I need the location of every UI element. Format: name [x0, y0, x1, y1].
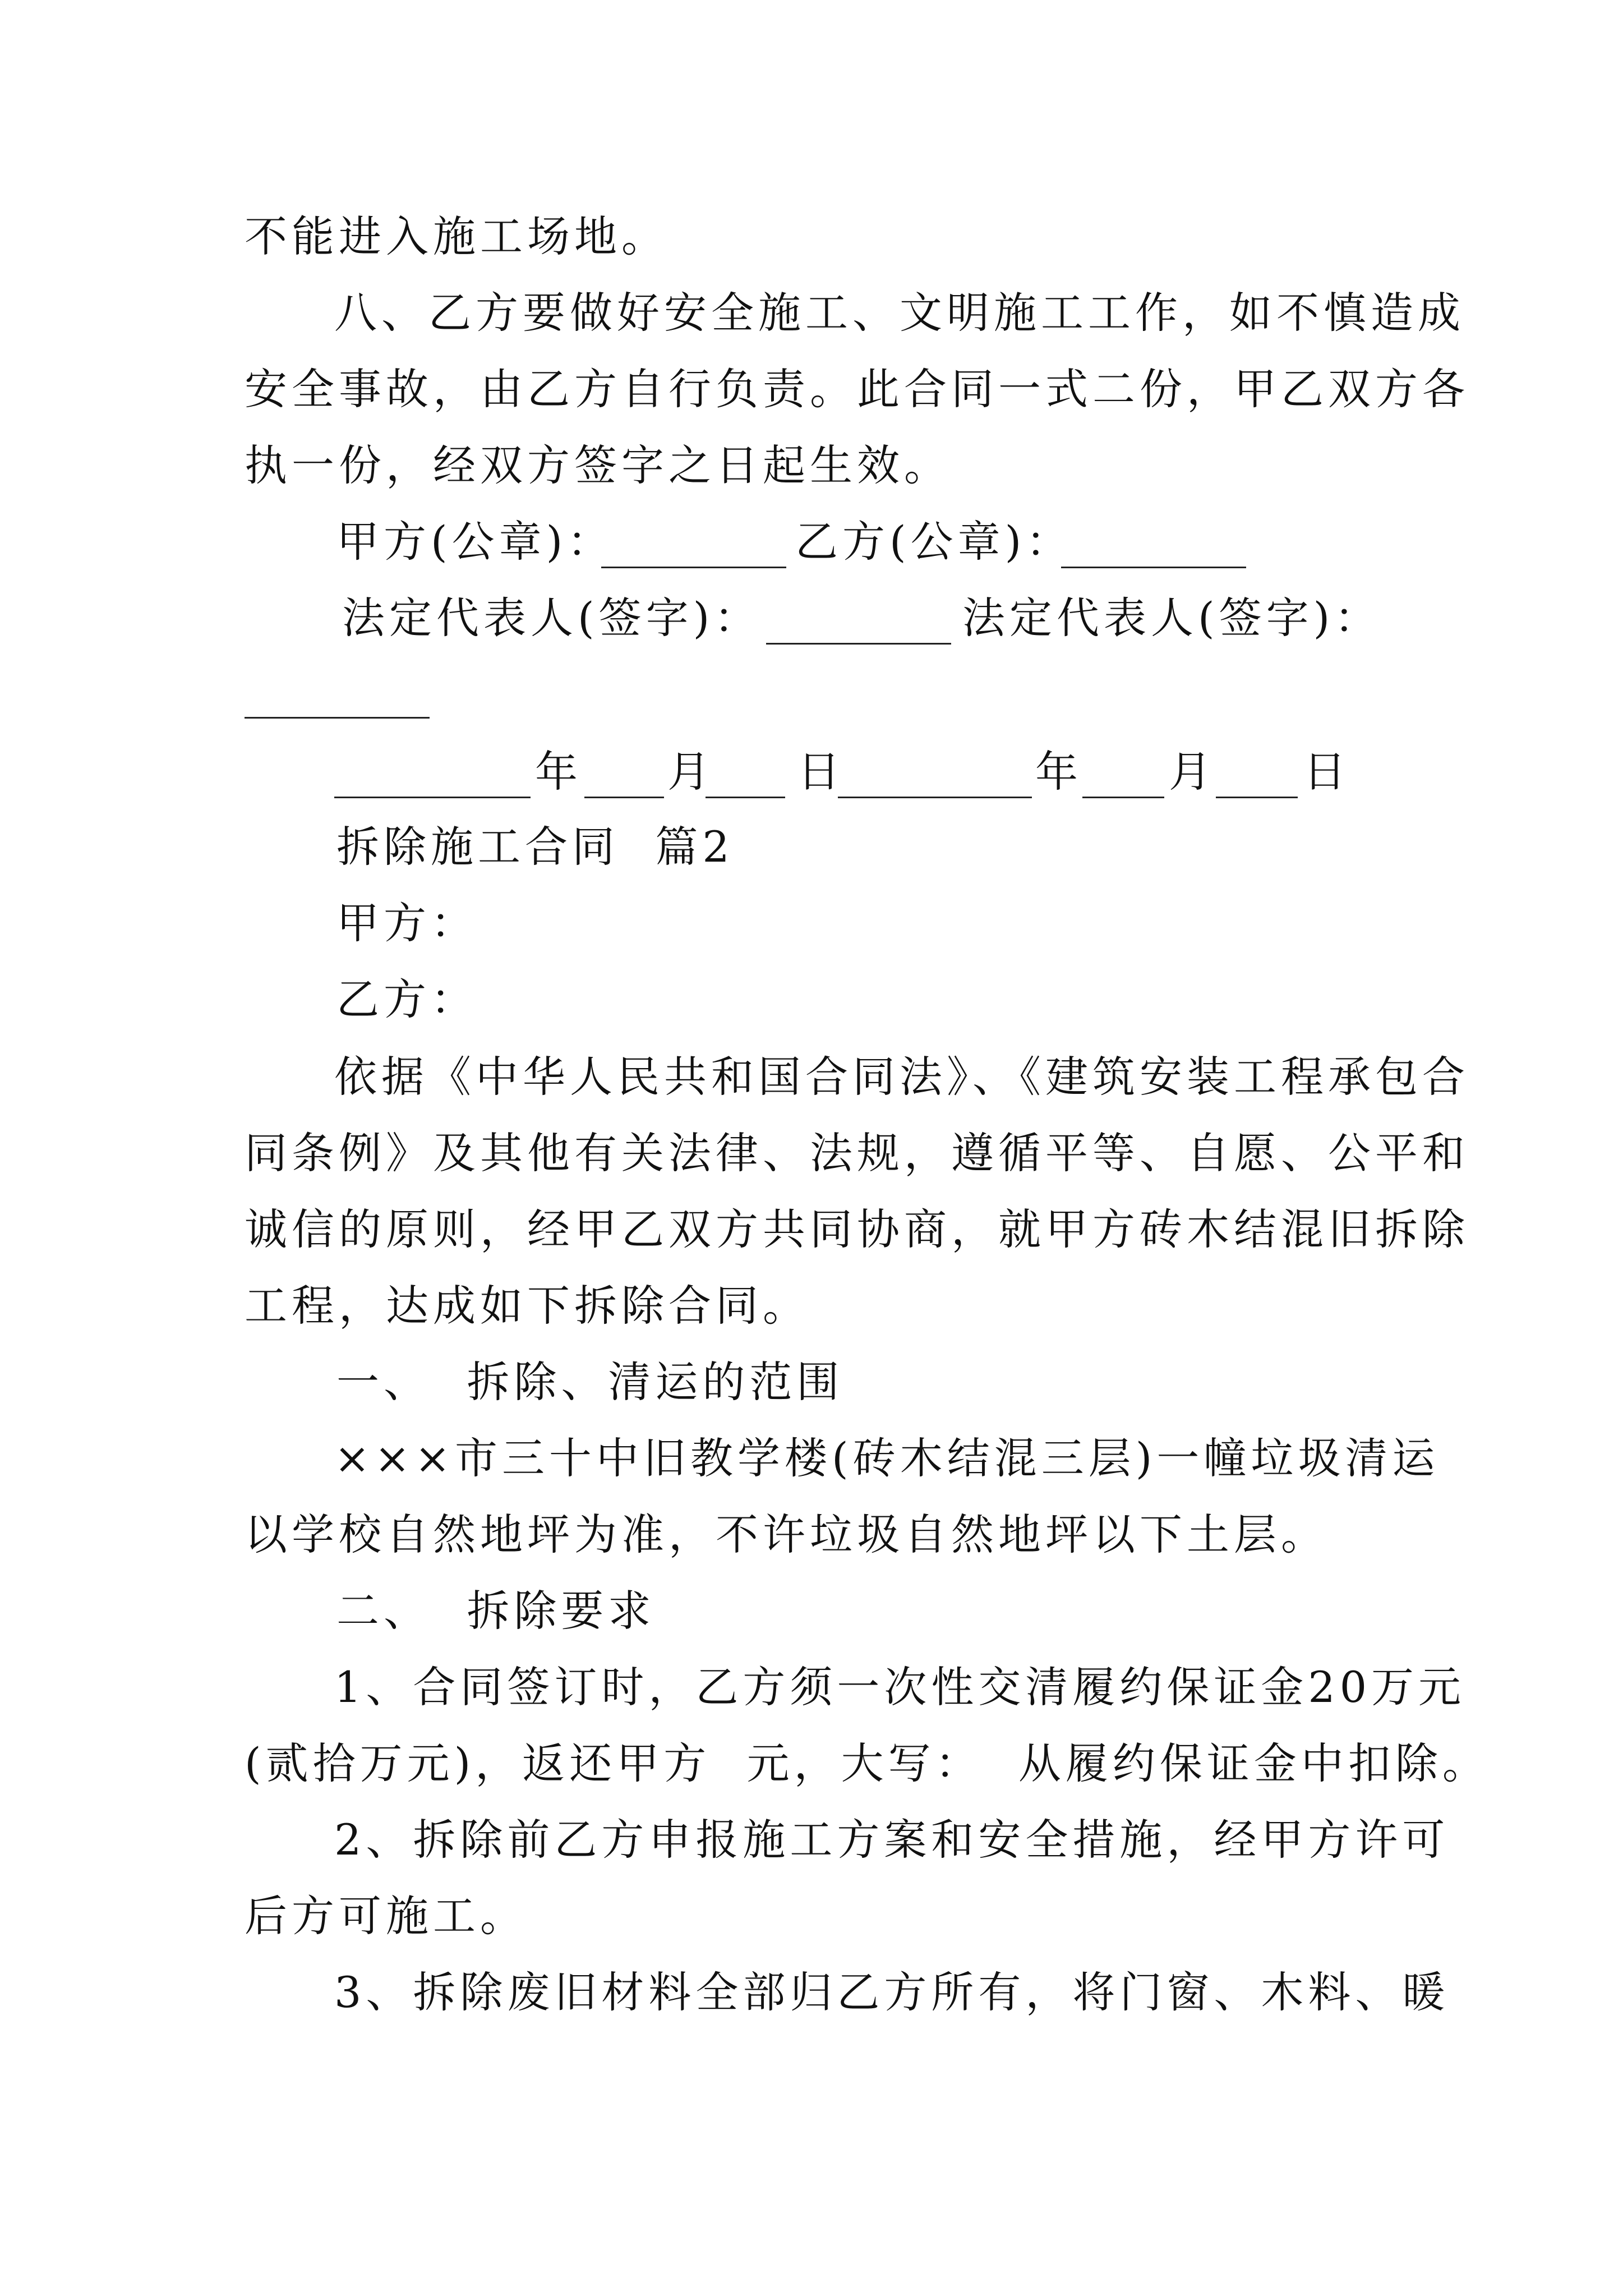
intro-line-1: 依据《中华人民共和国合同法》、《建筑安装工程承包合 — [334, 1052, 1469, 1102]
date-a-day-label: 日 — [797, 747, 845, 797]
date-a-year-blank — [334, 797, 531, 798]
legal-rep-a-blank — [766, 643, 951, 645]
legal-rep-a-label: 法定代表人(签字)： — [342, 593, 762, 643]
legal-rep-b-label: 法定代表人(签字)： — [962, 593, 1382, 643]
date-a-month-label: 月 — [667, 747, 714, 797]
item-1-line-1: 1、合同签订时，乙方须一次性交清履约保证金20万元 — [334, 1662, 1466, 1712]
party-a-seal-label: 甲方(公章)： — [336, 517, 615, 567]
party-a-label: 甲方： — [336, 898, 478, 948]
date-b-month-label: 月 — [1169, 747, 1216, 797]
section-1-line-1: ×××市三十中旧教学楼(砖木结混三层)一幢垃圾清运 — [334, 1433, 1440, 1483]
date-b-day-label: 日 — [1303, 747, 1350, 797]
date-a-month-blank — [584, 797, 664, 798]
item-3-line-1: 3、拆除废旧材料全部归乙方所有，将门窗、木料、暖 — [334, 1967, 1450, 2017]
section-2-heading: 二、 拆除要求 — [336, 1586, 656, 1636]
intro-line-4: 工程，达成如下拆除合同。 — [245, 1281, 810, 1331]
continuation-line: 不能进入施工场地。 — [245, 211, 668, 261]
date-b-year-label: 年 — [1035, 747, 1082, 797]
intro-line-2: 同条例》及其他有关法律、法规，遵循平等、自愿、公平和 — [245, 1128, 1469, 1178]
item-2-line-1: 2、拆除前乙方申报施工方案和安全措施，经甲方许可 — [334, 1815, 1450, 1865]
date-b-month-blank — [1082, 797, 1164, 798]
date-b-day-blank — [1216, 797, 1298, 798]
item-2-line-2: 后方可施工。 — [245, 1891, 527, 1941]
party-b-seal-label: 乙方(公章)： — [795, 517, 1073, 567]
clause-8-line-1: 八、乙方要做好安全施工、文明施工工作，如不慎造成 — [334, 288, 1465, 338]
contract-2-title: 拆除施工合同 篇2 — [336, 822, 734, 872]
date-b-year-blank — [838, 797, 1032, 798]
section-1-heading: 一、 拆除、清运的范围 — [336, 1357, 844, 1407]
item-1-line-2: (贰拾万元)，返还甲方 元，大写： 从履约保证金中扣除。 — [245, 1738, 1490, 1788]
clause-8-line-3: 执一份，经双方签字之日起生效。 — [245, 440, 951, 490]
party-a-seal-blank — [601, 567, 786, 568]
section-1-line-2: 以学校自然地坪为准，不许垃圾自然地坪以下土层。 — [245, 1510, 1328, 1559]
date-a-day-blank — [706, 797, 785, 798]
party-b-seal-blank — [1061, 567, 1246, 568]
intro-line-3: 诚信的原则，经甲乙双方共同协商，就甲方砖木结混旧拆除 — [245, 1204, 1469, 1254]
clause-8-line-2: 安全事故，由乙方自行负责。此合同一式二份，甲乙双方各 — [245, 364, 1469, 414]
party-b-label: 乙方： — [336, 974, 478, 1024]
legal-rep-b-blank — [245, 717, 430, 719]
date-a-year-label: 年 — [535, 747, 582, 797]
